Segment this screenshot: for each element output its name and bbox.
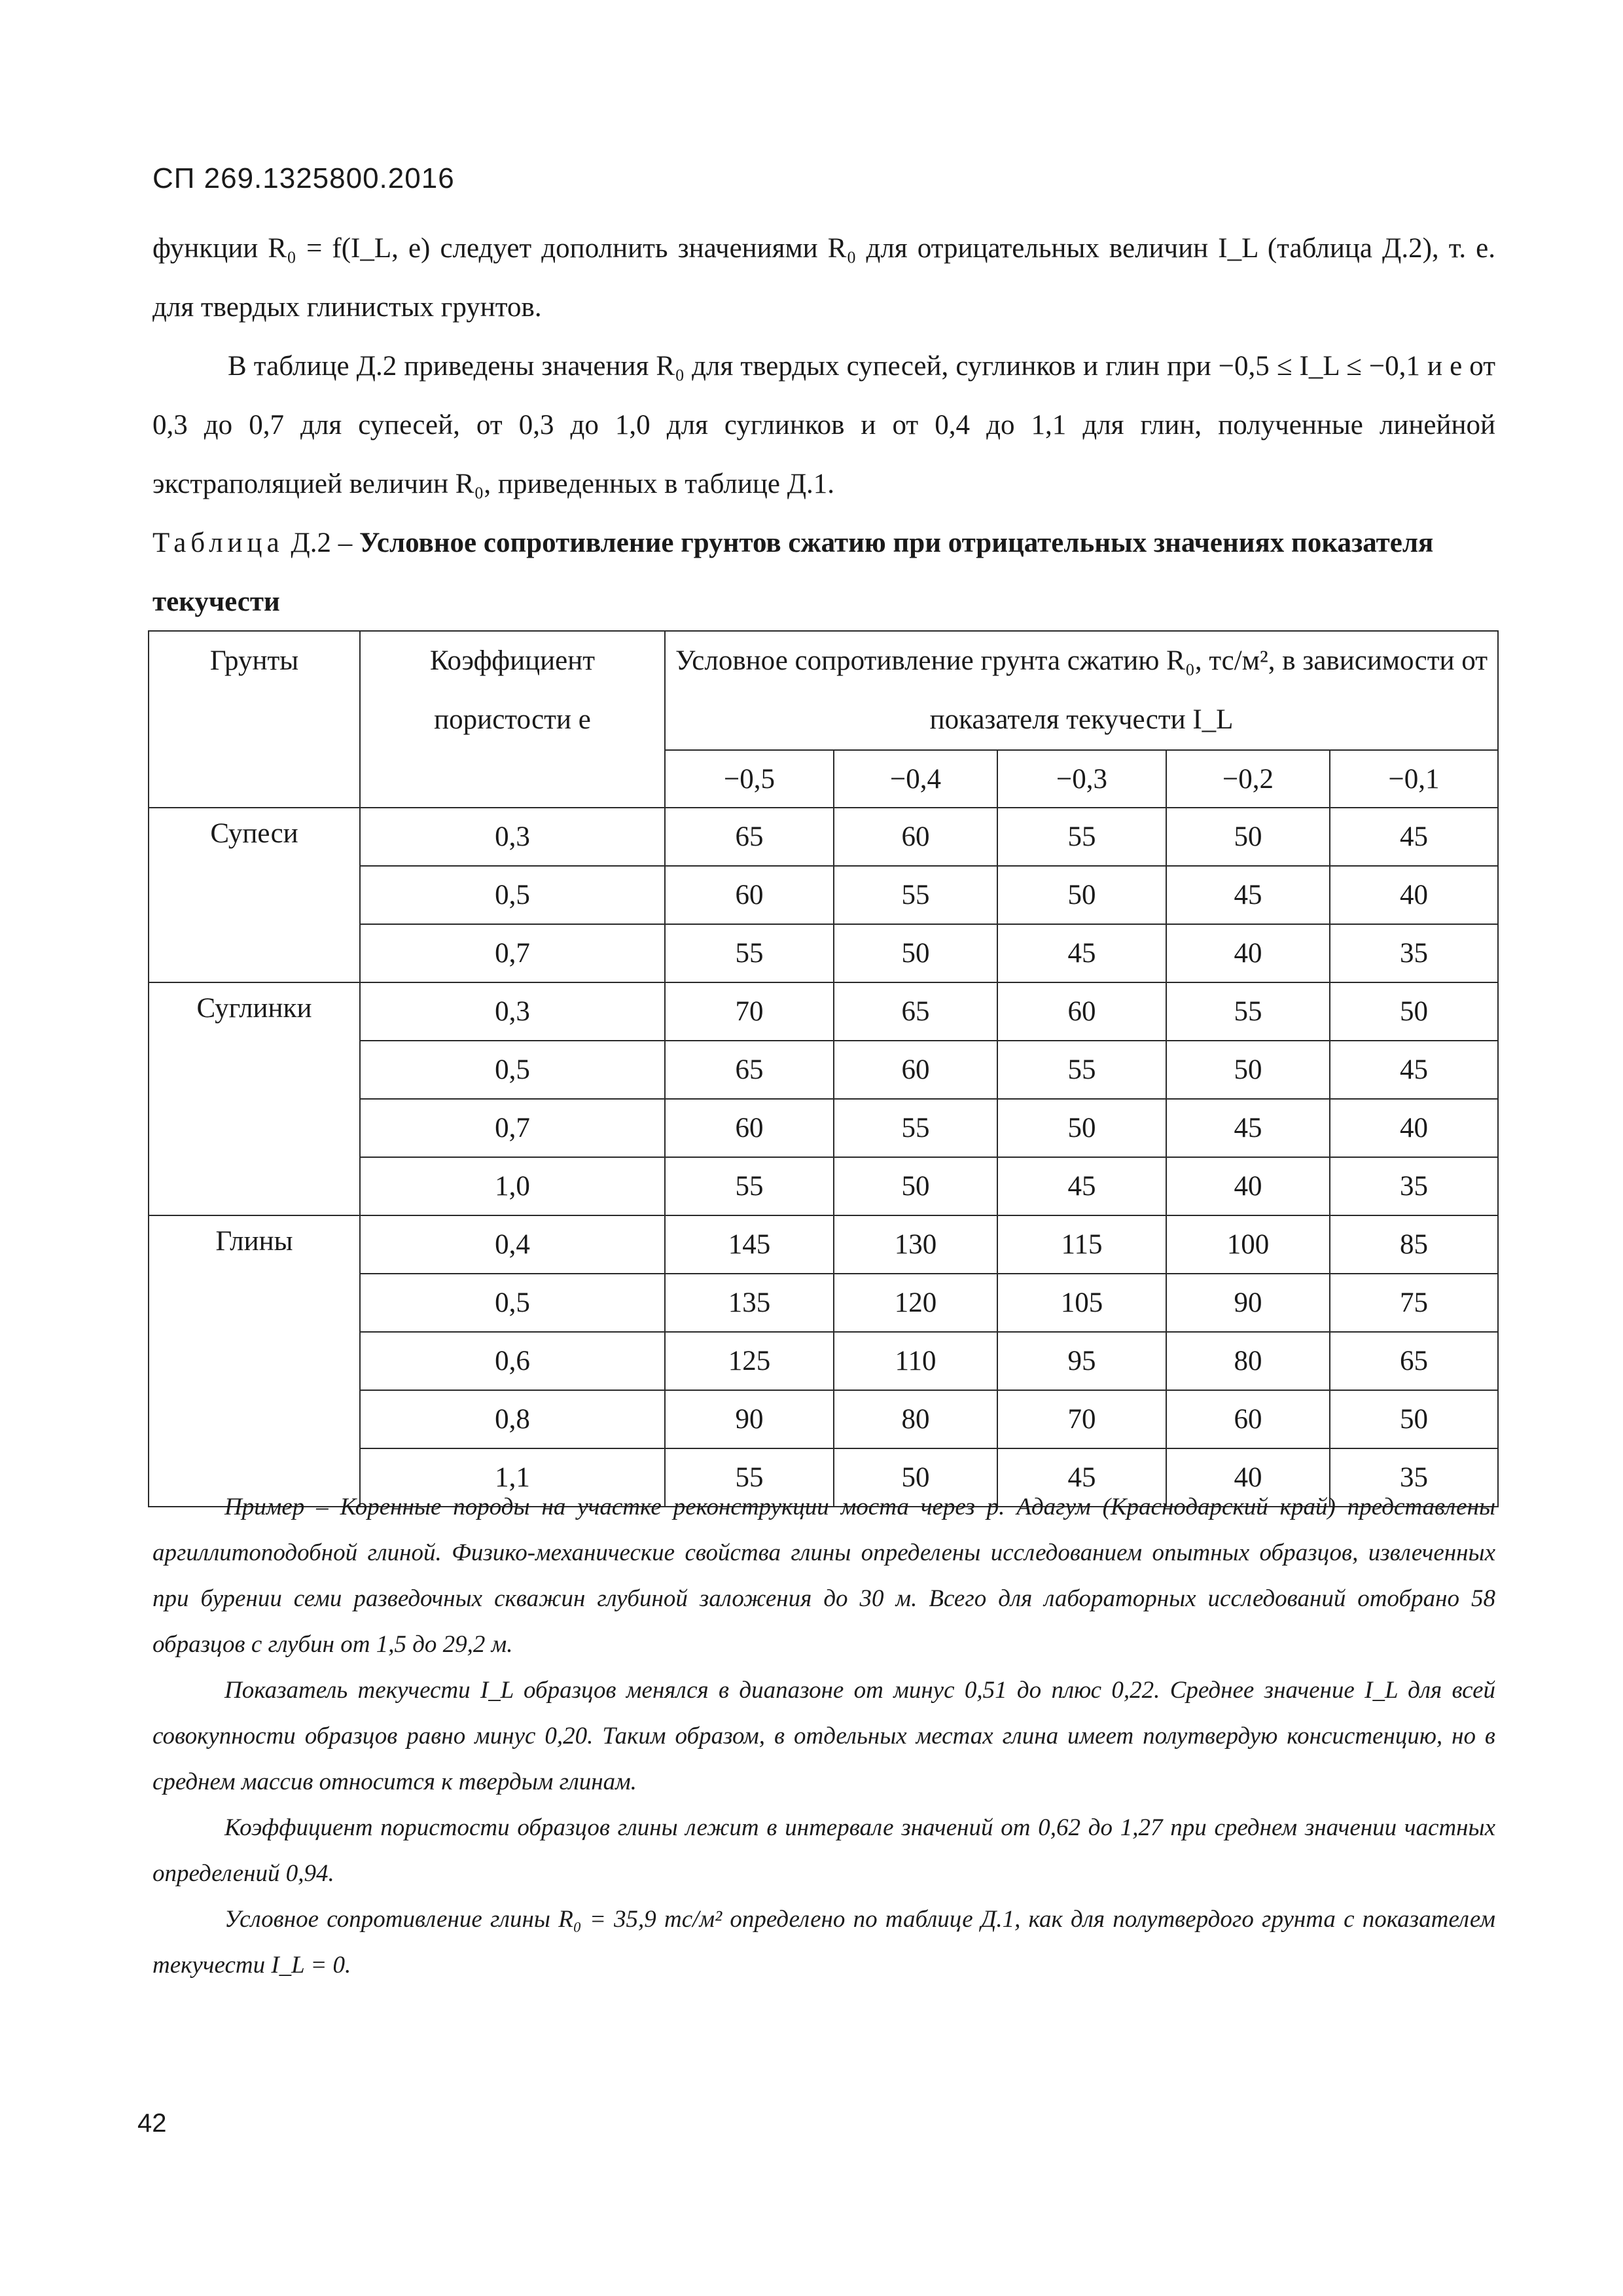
resistance-value-cell: 80 [1166, 1332, 1330, 1390]
resistance-value-cell: 110 [834, 1332, 997, 1390]
resistance-value-cell: 70 [997, 1390, 1166, 1448]
intro-paragraph: функции R₀ = f(I_L, e) следует дополнить значениями R₀ для отрицательных величин I_L (таблица Д.2), т. е. для твердых глинистых грунтов. [152, 233, 1495, 323]
table-body [149, 808, 1498, 1507]
resistance-value-cell: 125 [665, 1332, 834, 1390]
porosity-cell: 0,5 [360, 1041, 665, 1099]
resistance-value-cell: 55 [834, 1099, 997, 1157]
liquidity-index-cell: −0,3 [997, 750, 1166, 808]
resistance-value-cell: 55 [665, 1157, 834, 1215]
resistance-value-cell: 90 [665, 1390, 834, 1448]
table-row [149, 982, 1498, 1041]
resistance-value-cell: 50 [1330, 982, 1498, 1041]
soil-group-cell: Глины [149, 1215, 360, 1507]
caption-title: Условное сопротивление грунтов сжатию при отрицательных значениях показателя текучести [152, 528, 1434, 617]
resistance-value-cell: 55 [997, 1041, 1166, 1099]
resistance-value-cell: 95 [997, 1332, 1166, 1390]
resistance-value-cell: 40 [1166, 924, 1330, 982]
soil-group-cell: Супеси [149, 808, 360, 982]
resistance-value-cell: 35 [1330, 1157, 1498, 1215]
resistance-value-cell: 50 [834, 1448, 997, 1507]
resistance-value-cell: 65 [665, 1041, 834, 1099]
resistance-value-cell: 50 [834, 924, 997, 982]
porosity-cell: 0,6 [360, 1332, 665, 1390]
soil-resistance-table [148, 630, 1499, 1507]
resistance-value-cell: 45 [997, 1448, 1166, 1507]
liquidity-index-cell: −0,1 [1330, 750, 1498, 808]
resistance-value-cell: 40 [1330, 866, 1498, 924]
table-description-paragraph: В таблице Д.2 приведены значения R₀ для твердых супесей, суглинков и глин при −0,5 ≤ I_L ≤ −0,1 и e от 0,3 до 0,7 для супесей, от 0,3 до 1,0 для суглинков и от 0,4 до 1,1 для глин, полученные линейной экстраполяцией величин R₀, приведенных в таблице Д.1. [152, 351, 1495, 499]
resistance-value-cell: 60 [834, 1041, 997, 1099]
resistance-value-cell: 55 [665, 1448, 834, 1507]
resistance-value-cell: 55 [1166, 982, 1330, 1041]
resistance-value-cell: 115 [997, 1215, 1166, 1274]
table-row [149, 808, 1498, 866]
resistance-value-cell: 60 [1166, 1390, 1330, 1448]
caption-number: Д.2 [291, 528, 331, 558]
resistance-value-cell: 135 [665, 1274, 834, 1332]
resistance-value-cell: 65 [665, 808, 834, 866]
resistance-value-cell: 105 [997, 1274, 1166, 1332]
porosity-cell: 0,7 [360, 924, 665, 982]
resistance-value-cell: 35 [1330, 924, 1498, 982]
header-resistance: Условное сопротивление грунта сжатию R₀, тс/м², в зависимости от показателя текучести I_L [665, 631, 1498, 750]
porosity-cell: 0,5 [360, 1274, 665, 1332]
resistance-value-cell: 120 [834, 1274, 997, 1332]
porosity-cell: 0,3 [360, 808, 665, 866]
resistance-value-cell: 55 [665, 924, 834, 982]
resistance-value-cell: 45 [997, 1157, 1166, 1215]
caption-dash: – [338, 528, 353, 558]
resistance-value-cell: 55 [834, 866, 997, 924]
resistance-value-cell: 85 [1330, 1215, 1498, 1274]
resistance-value-cell: 60 [834, 808, 997, 866]
resistance-value-cell: 80 [834, 1390, 997, 1448]
liquidity-paragraph: Показатель текучести I_L образцов менялся в диапазоне от минус 0,51 до плюс 0,22. Среднее значение I_L для всей совокупности образцов равно минус 0,20. Таким образом, в отдельных местах глина имеет полутвердую консистенцию, но в среднем массив относится к твердым глинам. [152, 1677, 1495, 1795]
porosity-cell: 1,0 [360, 1157, 665, 1215]
liquidity-index-cell: −0,4 [834, 750, 997, 808]
resistance-value-cell: 100 [1166, 1215, 1330, 1274]
resistance-value-cell: 45 [1166, 1099, 1330, 1157]
porosity-cell: 0,8 [360, 1390, 665, 1448]
resistance-value-cell: 70 [665, 982, 834, 1041]
table-caption [152, 514, 1495, 632]
resistance-value-cell: 60 [665, 1099, 834, 1157]
porosity-cell: 0,4 [360, 1215, 665, 1274]
header-soil: Грунты [149, 631, 360, 808]
liquidity-index-cell: −0,2 [1166, 750, 1330, 808]
liquidity-index-cell: −0,5 [665, 750, 834, 808]
example-paragraph: Пример – Коренные породы на участке реконструкции моста через р. Адагум (Краснодарский край) представлены аргиллитоподобной глиной. Физико-механические свойства глины определены исследованием опытных образцов, извлеченных при бурении семи разведочных скважин глубиной заложения до 30 м. Всего для лабораторных исследований отобрано 58 образцов с глубин от 1,5 до 29,2 м. [152, 1494, 1495, 1658]
resistance-value-cell: 50 [997, 1099, 1166, 1157]
header-porosity: Коэффициент пористости e [360, 631, 665, 808]
resistance-value-cell: 50 [997, 866, 1166, 924]
resistance-value-cell: 65 [1330, 1332, 1498, 1390]
resistance-value-cell: 45 [1330, 808, 1498, 866]
resistance-value-cell: 130 [834, 1215, 997, 1274]
resistance-value-cell: 65 [834, 982, 997, 1041]
porosity-cell: 0,7 [360, 1099, 665, 1157]
resistance-value-cell: 60 [665, 866, 834, 924]
resistance-value-cell: 45 [1330, 1041, 1498, 1099]
porosity-paragraph: Коэффициент пористости образцов глины лежит в интервале значений от 0,62 до 1,27 при среднем значении частных определений 0,94. [152, 1814, 1495, 1887]
resistance-value-cell: 60 [997, 982, 1166, 1041]
resistance-value-cell: 145 [665, 1215, 834, 1274]
resistance-value-cell: 50 [834, 1157, 997, 1215]
resistance-value-cell: 40 [1330, 1099, 1498, 1157]
resistance-value-cell: 50 [1166, 1041, 1330, 1099]
resistance-value-cell: 50 [1330, 1390, 1498, 1448]
resistance-value-cell: 75 [1330, 1274, 1498, 1332]
caption-label: Таблица [152, 528, 284, 558]
page-number: 42 [137, 2109, 167, 2138]
resistance-value-cell: 50 [1166, 808, 1330, 866]
resistance-value-cell: 90 [1166, 1274, 1330, 1332]
resistance-value-cell: 55 [997, 808, 1166, 866]
document-code-header: СП 269.1325800.2016 [152, 162, 455, 194]
porosity-cell: 0,5 [360, 866, 665, 924]
resistance-value-cell: 45 [1166, 866, 1330, 924]
resistance-value-cell: 40 [1166, 1448, 1330, 1507]
porosity-cell: 1,1 [360, 1448, 665, 1507]
resistance-value-cell: 45 [997, 924, 1166, 982]
resistance-result-paragraph: Условное сопротивление глины R₀ = 35,9 тс/м² определено по таблице Д.1, как для полутвердого грунта с показателем текучести I_L = 0. [152, 1906, 1495, 1979]
soil-group-cell: Суглинки [149, 982, 360, 1215]
resistance-value-cell: 35 [1330, 1448, 1498, 1507]
resistance-value-cell: 40 [1166, 1157, 1330, 1215]
porosity-cell: 0,3 [360, 982, 665, 1041]
table-row [149, 1215, 1498, 1274]
